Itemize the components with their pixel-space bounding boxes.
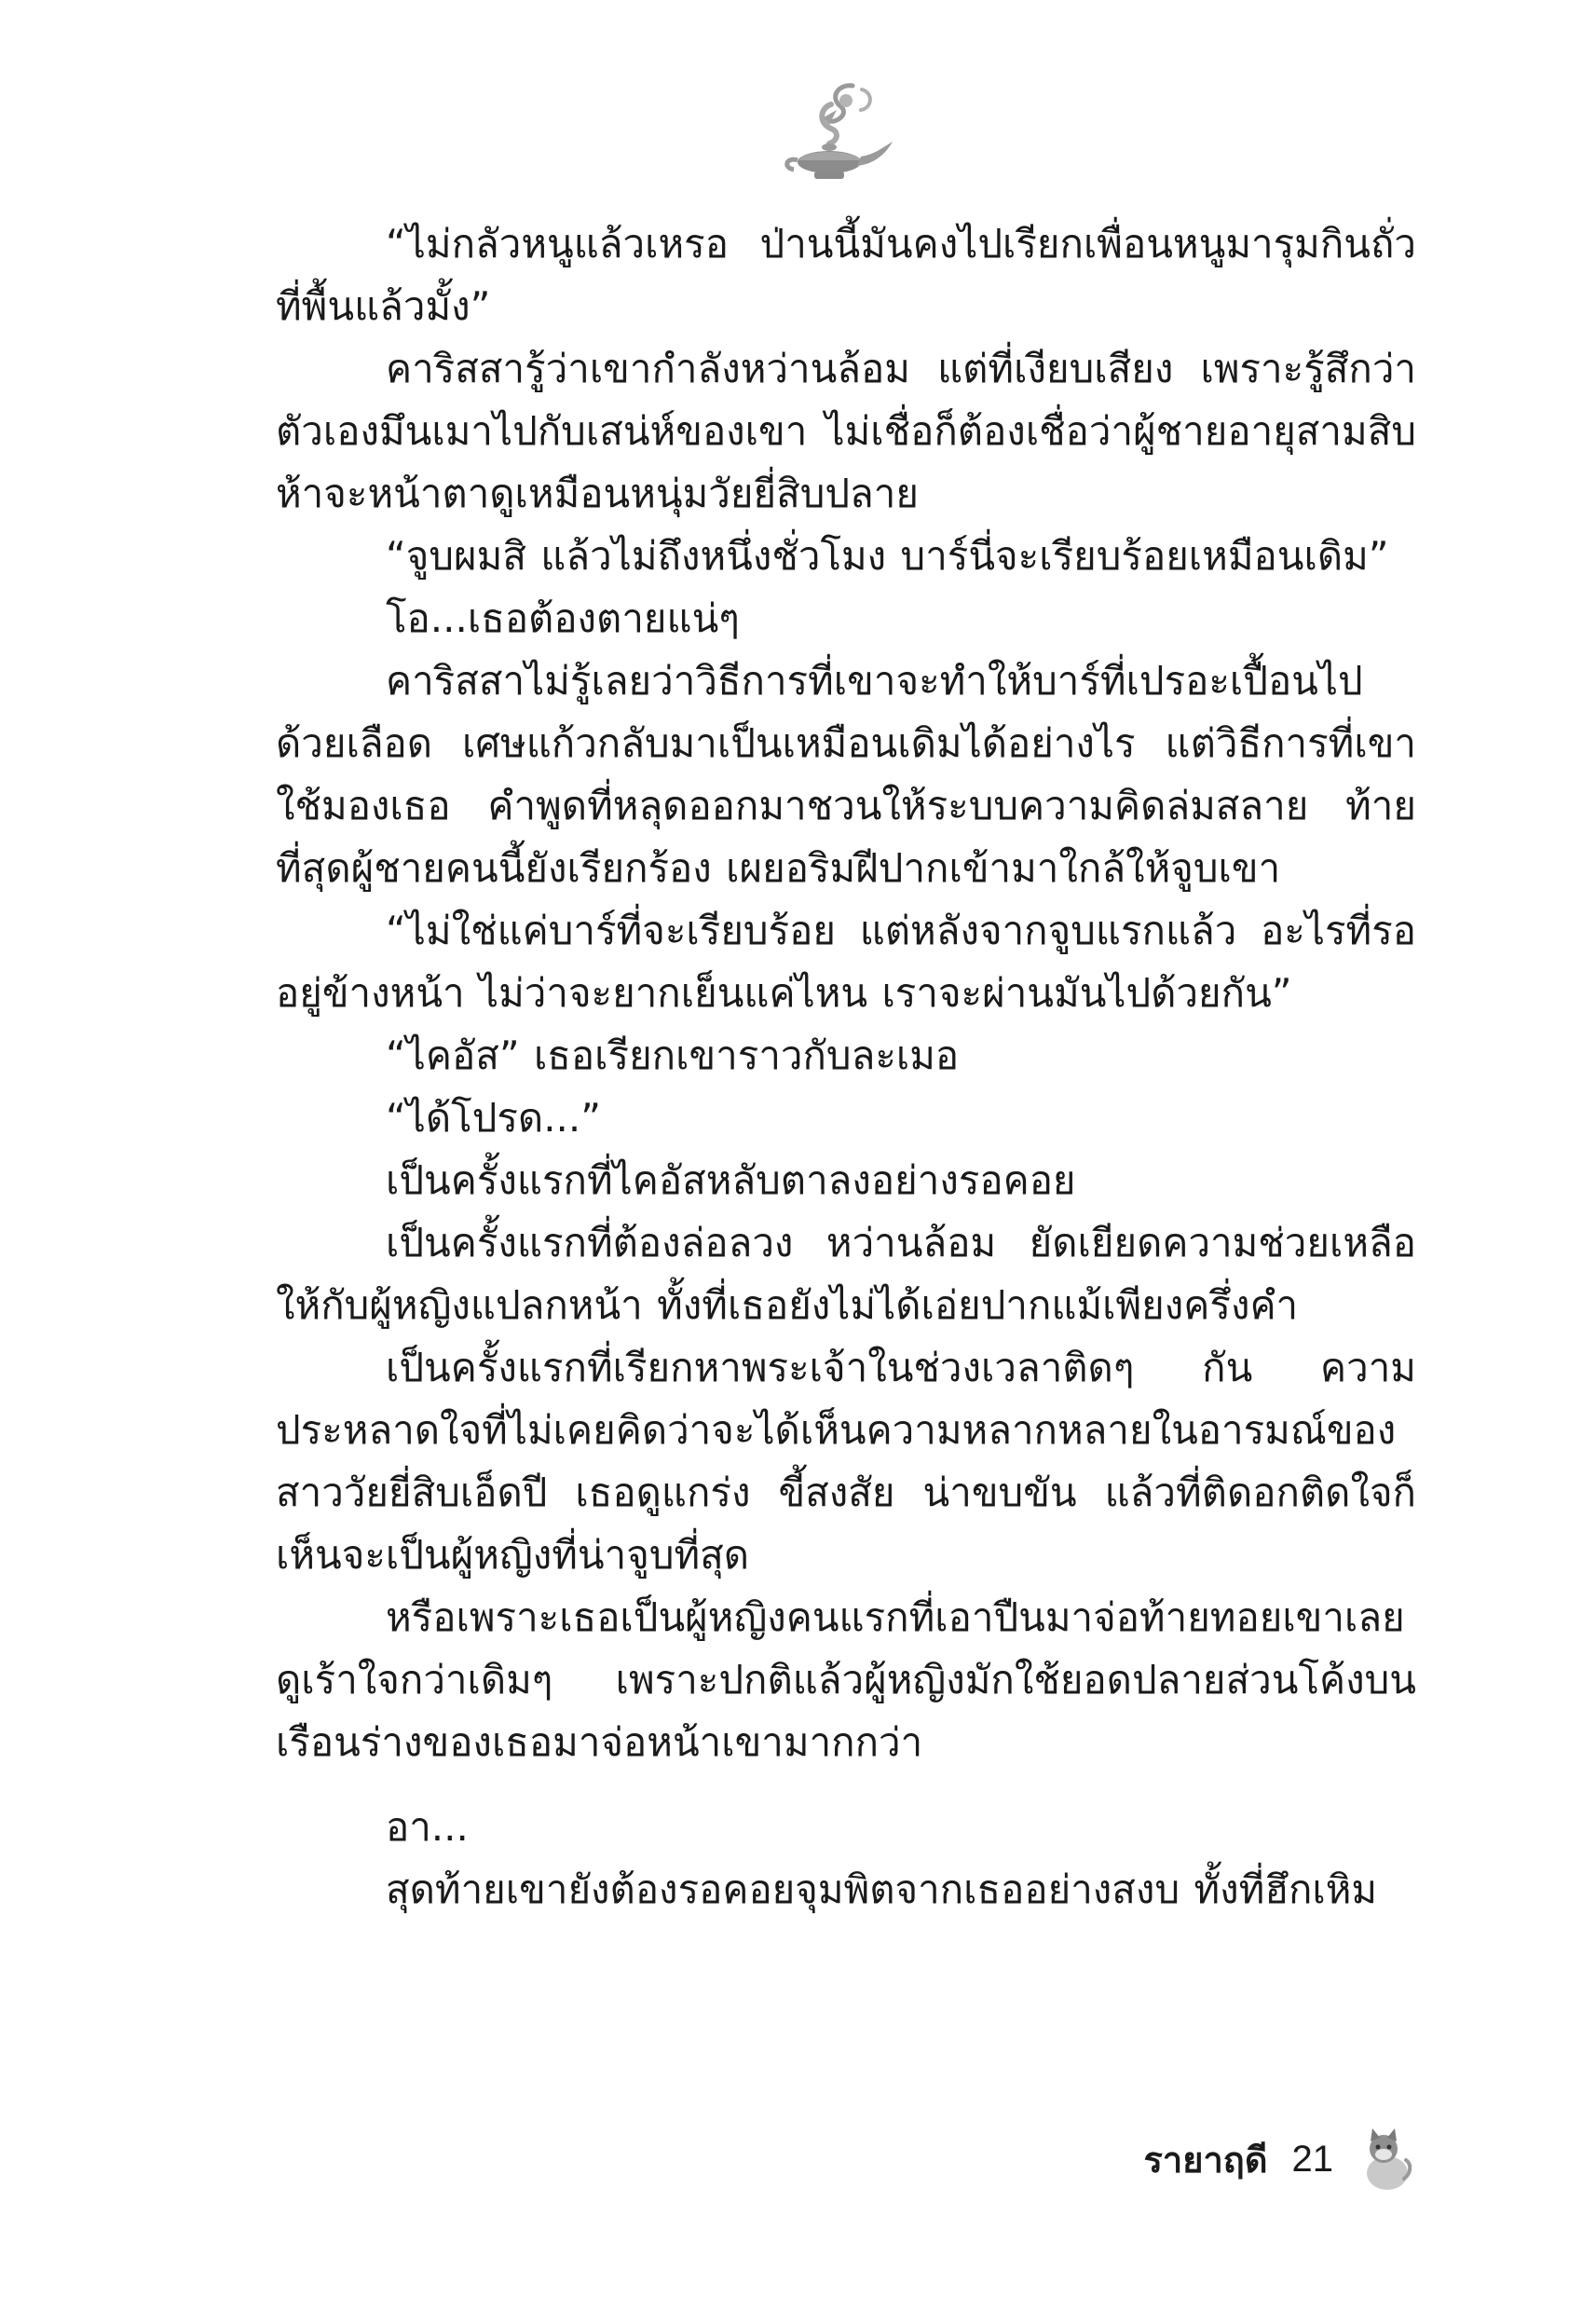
paragraph: “ไม่ใช่แค่บาร์ที่จะเรียบร้อย แต่หลังจากจูบแรกแล้ว อะไรที่รออยู่ข้างหน้า ไม่ว่าจะยากเย็นแค่ไหน เราจะผ่านมันไปด้วยกัน” bbox=[276, 908, 1416, 1016]
page-footer bbox=[1143, 2126, 1413, 2192]
paragraph: เป็นครั้งแรกที่ไคอัสหลับตาลงอย่างรอคอย bbox=[386, 1157, 1076, 1203]
paragraph: “ไคอัส” เธอเรียกเขาราวกับละเมอ bbox=[386, 1032, 960, 1078]
page-number: 21 bbox=[1291, 2138, 1333, 2180]
paragraph: เป็นครั้งแรกที่ต้องล่อลวง หว่านล้อม ยัดเยียดความช่วยเหลือให้กับผู้หญิงแปลกหน้า ทั้งที่เธอยังไม่ได้เอ่ยปากแม้เพียงครึ่งคำ bbox=[276, 1220, 1416, 1328]
running-title: รายาฤดี bbox=[1143, 2139, 1268, 2181]
paragraph: คาริสสารู้ว่าเขากำลังหว่านล้อม แต่ที่เงียบเสียง เพราะรู้สึกว่าตัวเองมึนเมาไปกับเสน่ห์ของเขา ไม่เชื่อก็ต้องเชื่อว่าผู้ชายอายุสามสิบห้าจะหน้าตาดูเหมือนหนุ่มวัยยี่สิบปลาย bbox=[276, 346, 1416, 516]
paragraph: “ไม่กลัวหนูแล้วเหรอ ป่านนี้มันคงไปเรียกเพื่อนหนูมารุมกินถั่วที่พื้นแล้วมั้ง” bbox=[276, 221, 1416, 329]
paragraph: สุดท้ายเขายังต้องรอคอยจุมพิตจากเธออย่างสงบ ทั้งที่ฮึกเหิม bbox=[386, 1867, 1378, 1912]
cat-icon bbox=[1357, 2126, 1413, 2192]
paragraph: อา... bbox=[386, 1804, 469, 1850]
paragraph: โอ...เธอต้องตายแน่ๆ bbox=[386, 595, 740, 641]
paragraph: คาริสสาไม่รู้เลยว่าวิธีการที่เขาจะทำให้บาร์ที่เปรอะเปื้อนไปด้วยเลือด เศษแก้วกลับมาเป็นเหมือนเดิมได้อย่างไร แต่วิธีการที่เขาใช้มองเธอ คำพูดที่หลุดออกมาชวนให้ระบบความคิดล่มสลาย ท้ายที่สุดผู้ชายคนนี้ยังเรียกร้อง เผยอริมฝีปากเข้ามาใกล้ให้จูบเขา bbox=[276, 658, 1416, 891]
paragraph: หรือเพราะเธอเป็นผู้หญิงคนแรกที่เอาปืนมาจ่อท้ายทอยเขาเลยดูเร้าใจกว่าเดิมๆ เพราะปกติแล้วผู้หญิงมักใช้ยอดปลายส่วนโค้งบนเรือนร่างของเธอมาจ่อหน้าเขามากกว่า bbox=[276, 1594, 1416, 1765]
page-body bbox=[276, 212, 1416, 1921]
paragraph: “จูบผมสิ แล้วไม่ถึงหนึ่งชั่วโมง บาร์นี่จะเรียบร้อยเหมือนเดิม” bbox=[386, 533, 1389, 579]
genie-lamp-icon bbox=[764, 76, 904, 188]
paragraph: เป็นครั้งแรกที่เรียกหาพระเจ้าในช่วงเวลาติดๆ กัน ความประหลาดใจที่ไม่เคยคิดว่าจะได้เห็นความหลากหลายในอารมณ์ของสาววัยยี่สิบเอ็ดปี เธอดูแกร่ง ขี้สงสัย น่าขบขัน แล้วที่ติดอกติดใจก็เห็นจะเป็นผู้หญิงที่น่าจูบที่สุด bbox=[276, 1345, 1416, 1578]
paragraph: “ได้โปรด...” bbox=[386, 1095, 602, 1141]
